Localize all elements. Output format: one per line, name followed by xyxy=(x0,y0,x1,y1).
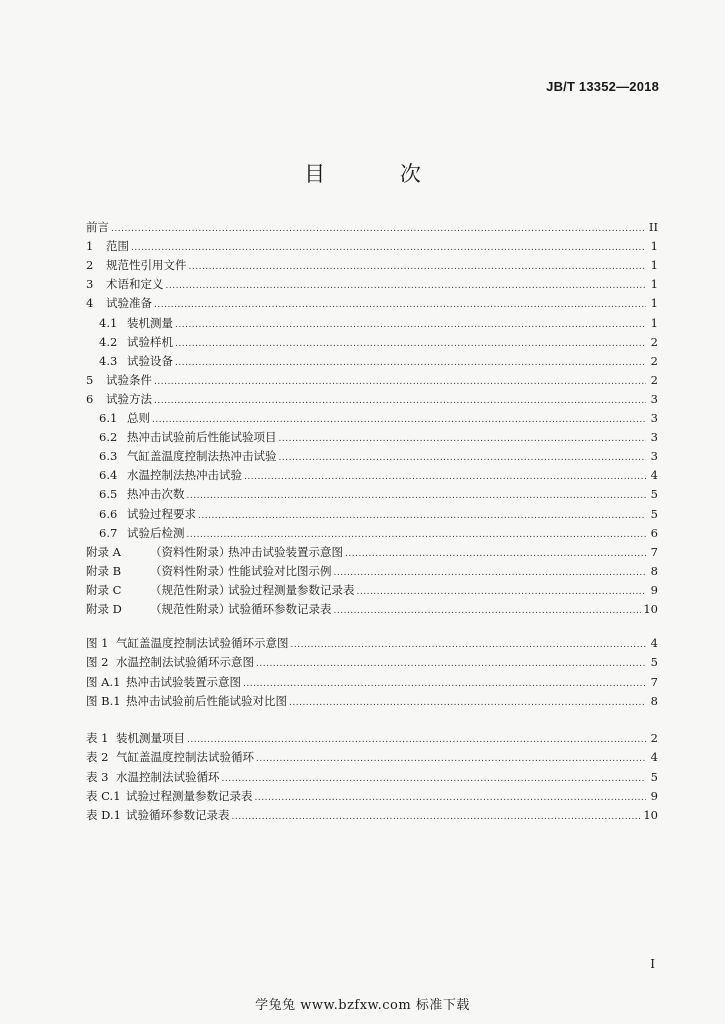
entry-number: 6.1 xyxy=(99,411,118,425)
entry-number: 表 D.1 xyxy=(86,808,121,823)
dot-leader xyxy=(131,239,646,257)
entry-page: 8 xyxy=(650,563,658,578)
figures-entry[interactable] xyxy=(86,634,658,652)
entry-page: 5 xyxy=(650,655,658,670)
entry-title: 热冲击试验装置示意图 xyxy=(228,544,343,559)
entry-title: 热冲击试验装置示意图 xyxy=(126,674,241,689)
dot-leader xyxy=(256,750,646,768)
dot-leader xyxy=(334,564,647,582)
entry-page: 4 xyxy=(650,750,658,765)
entry-number: 2 xyxy=(86,258,94,273)
dot-leader xyxy=(187,487,647,505)
entry-title: 水温控制法试验循环示意图 xyxy=(116,655,254,670)
entry-number: 4.3 xyxy=(99,353,118,368)
toc-entry[interactable] xyxy=(86,600,658,618)
figures-entry[interactable] xyxy=(86,653,658,671)
dot-leader xyxy=(243,675,646,693)
toc-entry[interactable] xyxy=(86,256,658,274)
toc-entry[interactable] xyxy=(86,390,658,408)
entry-number: 图 A.1 xyxy=(86,674,121,689)
entry-number: 图 1 xyxy=(86,636,109,650)
footer-watermark: 学兔兔 www.bzfxw.com 标准下载 xyxy=(255,998,470,1013)
entry-title: 试验设备 xyxy=(127,353,173,368)
entry-annex-note: （资料性附录） xyxy=(150,544,231,559)
entry-title: 热冲击次数 xyxy=(127,487,185,502)
entry-annex-note: （规范性附录） xyxy=(150,582,231,597)
entry-title: 试验过程测量参数记录表 xyxy=(228,582,355,597)
entry-number: 3 xyxy=(86,277,94,292)
entry-title: 规范性引用文件 xyxy=(106,258,187,273)
entry-annex-note: （资料性附录） xyxy=(150,563,231,578)
entry-title: 试验后检测 xyxy=(127,525,185,540)
entry-page: 1 xyxy=(650,277,658,292)
tables-entry[interactable] xyxy=(86,768,658,786)
entry-title: 装机测量项目 xyxy=(116,731,185,745)
entry-page: 3 xyxy=(650,411,658,425)
dot-leader xyxy=(175,335,646,353)
entry-page: 5 xyxy=(650,487,658,502)
entry-title: 气缸盖温度控制法热冲击试验 xyxy=(127,449,277,464)
entry-page: 2 xyxy=(650,353,658,368)
toc-entry[interactable] xyxy=(86,294,658,312)
entry-number: 附录 C xyxy=(86,582,122,597)
toc-entry[interactable] xyxy=(86,485,658,503)
toc-entry[interactable] xyxy=(86,218,658,236)
toc-entry[interactable] xyxy=(86,314,658,332)
entry-page: 2 xyxy=(650,334,658,349)
entry-page: 7 xyxy=(650,544,658,559)
dot-leader xyxy=(256,655,646,673)
figures-entry[interactable] xyxy=(86,692,658,710)
entry-number: 6.4 xyxy=(99,468,118,483)
entry-title: 试验过程测量参数记录表 xyxy=(126,788,253,803)
entry-page: 9 xyxy=(650,582,658,597)
entry-page: 3 xyxy=(650,449,658,464)
entry-title: 试验方法 xyxy=(106,391,152,406)
entry-page: 10 xyxy=(643,602,658,616)
dot-leader xyxy=(357,583,647,601)
entry-page: 1 xyxy=(650,296,658,311)
page-title: 目 次 xyxy=(304,162,455,186)
tables-entry[interactable] xyxy=(86,729,658,747)
entry-number: 附录 D xyxy=(86,602,122,616)
entry-page: 1 xyxy=(650,258,658,273)
entry-page: 5 xyxy=(650,769,658,784)
entry-title: 气缸盖温度控制法试验循环 xyxy=(116,750,254,765)
toc-entry[interactable] xyxy=(86,466,658,484)
dot-leader xyxy=(279,449,647,467)
dot-leader xyxy=(345,545,646,563)
entry-number: 表 3 xyxy=(86,769,109,784)
entry-title: 水温控制法热冲击试验 xyxy=(127,468,242,483)
entry-number: 6.3 xyxy=(99,449,118,464)
entry-page: 8 xyxy=(650,693,658,708)
entry-page: 9 xyxy=(650,788,658,803)
entry-page: 2 xyxy=(650,731,658,745)
entry-title: 热冲击试验前后性能试验对比图 xyxy=(126,693,287,708)
dot-leader xyxy=(198,507,646,525)
toc-entry[interactable] xyxy=(86,275,658,293)
dot-leader xyxy=(187,731,646,749)
entry-page: 6 xyxy=(650,525,658,540)
entry-title: 总则 xyxy=(127,411,150,425)
entry-page: 2 xyxy=(650,372,658,387)
entry-number: 附录 B xyxy=(86,563,122,578)
entry-page: 5 xyxy=(650,506,658,521)
toc-entry[interactable] xyxy=(86,409,658,427)
dot-leader xyxy=(166,277,647,295)
entry-number: 图 B.1 xyxy=(86,693,121,708)
entry-number: 表 2 xyxy=(86,750,109,765)
dot-leader xyxy=(175,354,646,372)
entry-number: 6 xyxy=(86,391,94,406)
entry-number: 表 C.1 xyxy=(86,788,121,803)
dot-leader xyxy=(154,392,646,410)
toc-entry[interactable] xyxy=(86,505,658,523)
toc-entry[interactable] xyxy=(86,524,658,542)
entry-title: 装机测量 xyxy=(127,315,173,330)
entry-number: 4.1 xyxy=(99,315,118,330)
page-number: I xyxy=(650,957,655,971)
entry-number: 6.6 xyxy=(99,506,118,521)
dot-leader xyxy=(291,636,647,654)
entry-number: 1 xyxy=(86,239,94,254)
entry-title: 术语和定义 xyxy=(106,277,164,292)
toc-entry[interactable] xyxy=(86,428,658,446)
entry-title: 试验循环参数记录表 xyxy=(126,808,230,823)
toc-entry[interactable] xyxy=(86,581,658,599)
entry-title: 性能试验对比图示例 xyxy=(228,563,332,578)
dot-leader xyxy=(152,411,646,429)
dot-leader xyxy=(334,602,642,620)
dot-leader xyxy=(289,694,646,712)
entry-title: 水温控制法试验循环 xyxy=(116,769,220,784)
entry-number: 表 1 xyxy=(86,731,109,745)
entry-page: 4 xyxy=(650,468,658,483)
entry-page: 3 xyxy=(650,391,658,406)
toc-entry[interactable] xyxy=(86,543,658,561)
dot-leader xyxy=(244,468,646,486)
entry-title: 热冲击试验前后性能试验项目 xyxy=(127,430,277,445)
entry-title: 气缸盖温度控制法试验循环示意图 xyxy=(116,636,289,650)
dot-leader xyxy=(189,258,647,276)
toc-entry[interactable] xyxy=(86,447,658,465)
entry-annex-note: （规范性附录） xyxy=(150,602,231,616)
toc-entry[interactable] xyxy=(86,352,658,370)
entry-title: 试验过程要求 xyxy=(127,506,196,521)
toc-entry[interactable] xyxy=(86,371,658,389)
entry-number: 图 2 xyxy=(86,655,109,670)
entry-title: 试验条件 xyxy=(106,372,152,387)
entry-number: 附录 A xyxy=(86,544,121,559)
entry-number: 6.5 xyxy=(99,487,118,502)
dot-leader xyxy=(154,373,646,391)
tables-entry[interactable] xyxy=(86,748,658,766)
entry-page: 7 xyxy=(650,674,658,689)
entry-page: 3 xyxy=(650,430,658,445)
entry-number: 5 xyxy=(86,372,94,387)
entry-number: 6.2 xyxy=(99,430,118,445)
entry-page: 1 xyxy=(650,315,658,330)
toc-entry[interactable] xyxy=(86,237,658,255)
entry-page: 4 xyxy=(650,636,658,650)
tables-entry[interactable] xyxy=(86,787,658,805)
entry-title: 试验循环参数记录表 xyxy=(228,602,332,616)
standard-number: JB/T 13352—2018 xyxy=(546,79,659,94)
dot-leader xyxy=(255,789,647,807)
entry-page: 1 xyxy=(650,239,658,254)
toc-entry[interactable] xyxy=(86,562,658,580)
dot-leader xyxy=(111,220,646,238)
dot-leader xyxy=(187,526,647,544)
entry-title: 前言 xyxy=(86,220,109,234)
entry-page: 10 xyxy=(643,808,658,823)
entry-number: 4 xyxy=(86,296,94,311)
entry-title: 范围 xyxy=(106,239,129,254)
tables-entry[interactable] xyxy=(86,806,658,824)
entry-number: 6.7 xyxy=(99,525,118,540)
dot-leader xyxy=(279,430,647,448)
dot-leader xyxy=(232,808,642,826)
figures-entry[interactable] xyxy=(86,673,658,691)
entry-page: II xyxy=(648,220,658,234)
entry-title: 试验准备 xyxy=(106,296,152,311)
dot-leader xyxy=(175,316,646,334)
dot-leader xyxy=(222,770,647,788)
dot-leader xyxy=(154,296,646,314)
entry-number: 4.2 xyxy=(99,334,118,349)
toc-entry[interactable] xyxy=(86,333,658,351)
entry-title: 试验样机 xyxy=(127,334,173,349)
